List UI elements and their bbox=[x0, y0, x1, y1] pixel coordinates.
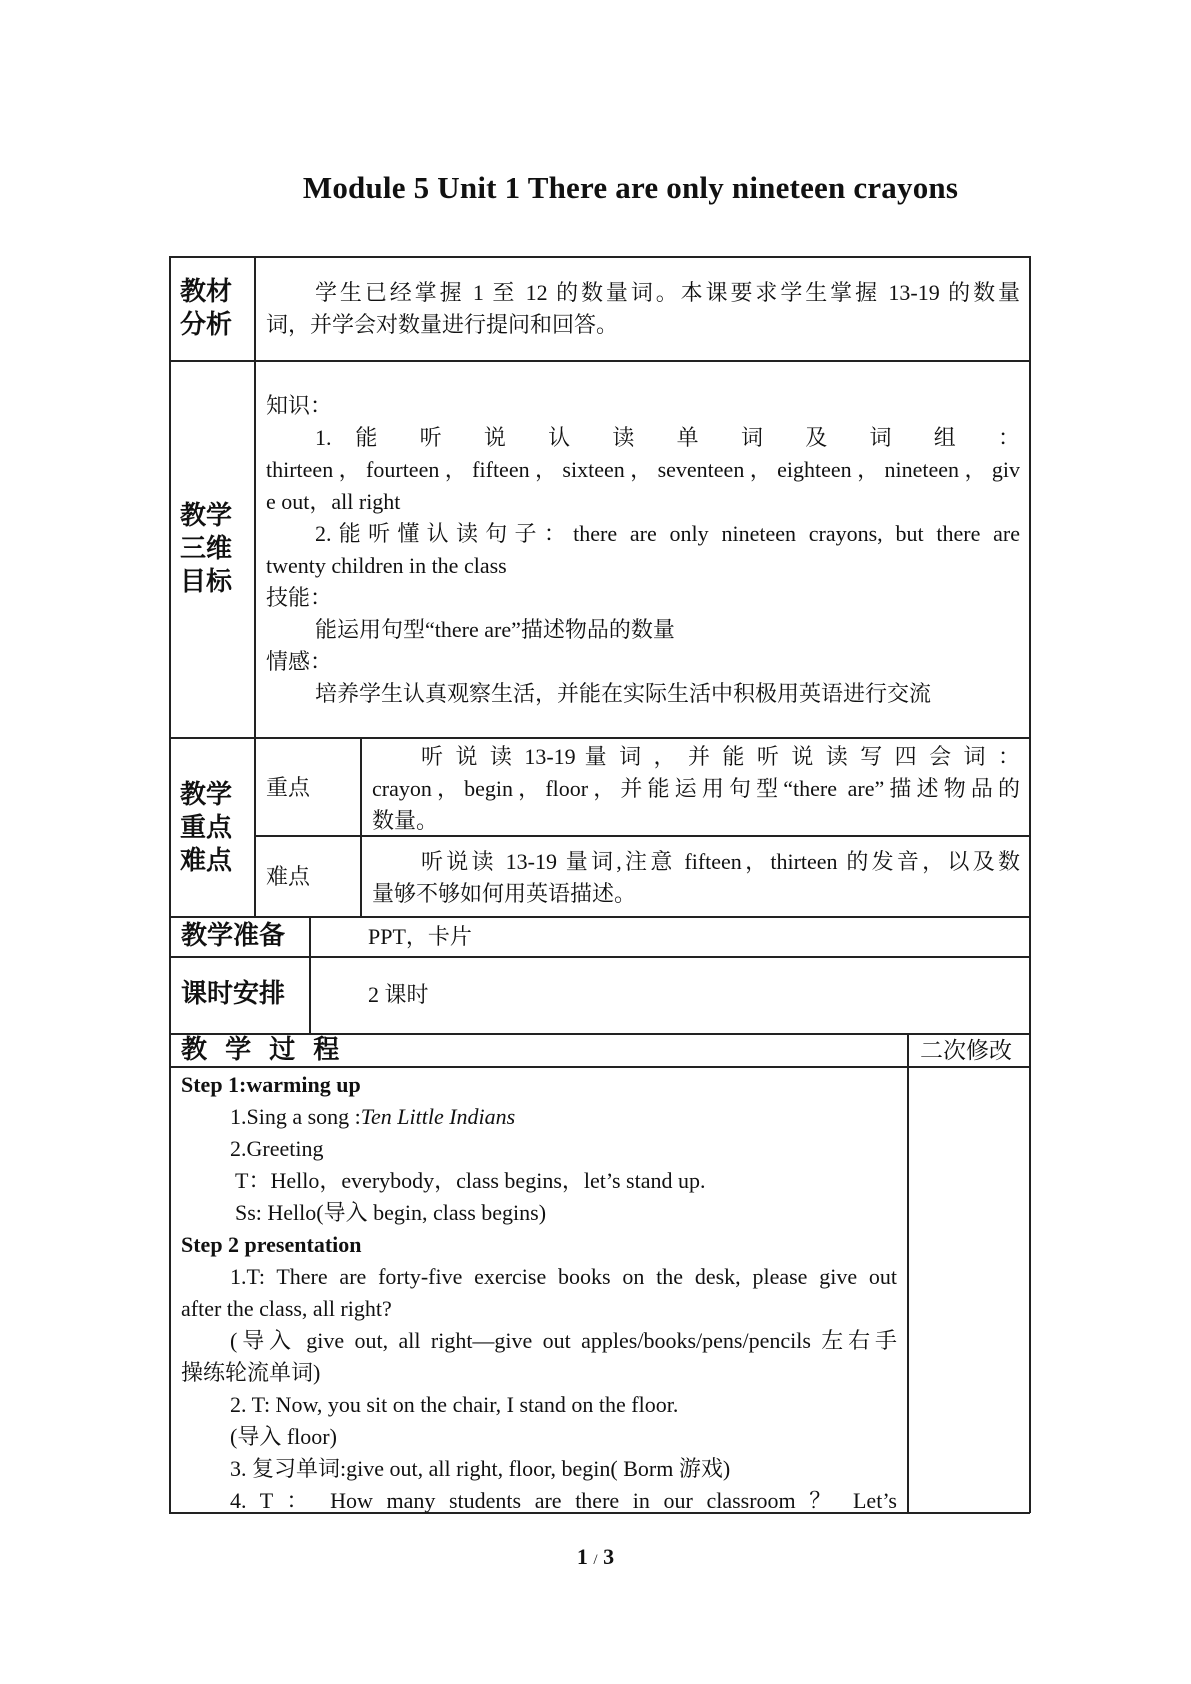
goals-label: 教学 三维 目标 bbox=[180, 501, 233, 597]
schedule-label: 课时安排 bbox=[181, 979, 286, 1009]
column-divider bbox=[360, 737, 362, 916]
analysis-text-line-1: 学生已经掌握 1 至 12 的数量词。本课要求学生掌握 13-19 的数量 bbox=[315, 280, 1020, 305]
skill-heading: 技能： bbox=[266, 585, 333, 610]
knowledge-item-2-line-1: 2.能听懂认读句子：there are only nineteen crayons, but there are bbox=[315, 521, 1020, 546]
step1-line-1 bbox=[230, 1101, 515, 1133]
table-border-top bbox=[169, 256, 1030, 258]
skill-text: 能运用句型“there are”描述物品的数量 bbox=[315, 617, 675, 642]
schedule-value: 2 课时 bbox=[368, 982, 429, 1007]
step2-line-6: (导入 floor) bbox=[230, 1424, 337, 1449]
knowledge-item-2-line-2: twenty children in the class bbox=[266, 553, 507, 578]
page-current: 1 bbox=[576, 1544, 588, 1569]
step1-line-2: 2.Greeting bbox=[230, 1136, 324, 1161]
analysis-text-line-2: 词，并学会对数量进行提问和回答。 bbox=[266, 312, 619, 337]
row-divider bbox=[169, 737, 1030, 739]
focus-label: 重点 bbox=[266, 775, 311, 800]
process-header: 教 学 过 程 bbox=[181, 1035, 340, 1065]
row-divider bbox=[169, 916, 1030, 918]
step1-title: Step 1:warming up bbox=[181, 1072, 361, 1097]
page-total: 3 bbox=[603, 1544, 615, 1569]
step2-line-4: 操练轮流单词) bbox=[181, 1360, 321, 1385]
knowledge-item-1-line-1: 1. 能 听 说 认 读 单 词 及 词 组 ： bbox=[315, 425, 1020, 450]
focus-text-line-2: crayon，begin，floor，并能运用句型“there are”描述物品的 bbox=[372, 776, 1020, 801]
step2-line-7: 3. 复习单词:give out, all right, floor, begin( Borm 游戏) bbox=[230, 1456, 731, 1481]
step2-line-2: after the class, all right? bbox=[181, 1296, 392, 1321]
document-title: Module 5 Unit 1 There are only nineteen crayons bbox=[302, 170, 959, 205]
difficulty-label: 难点 bbox=[266, 864, 311, 889]
step1-line-4: Ss: Hello(导入 begin, class begins) bbox=[235, 1200, 547, 1225]
step2-line-5: 2. T: Now, you sit on the chair, I stand on the floor. bbox=[230, 1392, 679, 1417]
knowledge-item-1-line-3: e out，all right bbox=[266, 489, 401, 514]
step2-line-8: 4. T ： How many students are there in our classroom ？ Let’s bbox=[230, 1488, 897, 1513]
step1-line-3: T：Hello，everybody，class begins，let’s stand up. bbox=[235, 1168, 706, 1193]
column-divider bbox=[907, 1033, 909, 1512]
song-title: Ten Little Indians bbox=[360, 1104, 516, 1129]
row-divider bbox=[169, 360, 1030, 362]
knowledge-heading: 知识： bbox=[266, 393, 333, 418]
row-divider bbox=[169, 956, 1030, 958]
knowledge-item-1-line-2: thirteen，fourteen，fifteen，sixteen，seventeen，eighteen，nineteen，giv bbox=[266, 457, 1020, 482]
column-divider bbox=[254, 256, 256, 916]
revision-header: 二次修改 bbox=[920, 1038, 1012, 1063]
key-points-label: 教学 重点 难点 bbox=[180, 780, 233, 876]
page-separator: / bbox=[593, 1552, 598, 1568]
focus-text-line-1: 听 说 读 13-19 量 词 ， 并 能 听 说 读 写 四 会 词 ： bbox=[421, 744, 1020, 769]
page-number bbox=[0, 1544, 1191, 1570]
difficulty-text-line-1: 听说读 13-19 量词,注意 fifteen，thirteen 的发音，以及数 bbox=[421, 849, 1020, 874]
preparation-label: 教学准备 bbox=[181, 921, 286, 951]
table-border-right bbox=[1029, 256, 1031, 1513]
step2-line-3: (导入 give out, all right—give out apples/books/pens/pencils 左右手 bbox=[230, 1328, 897, 1353]
step2-title: Step 2 presentation bbox=[181, 1232, 362, 1257]
song-intro: 1.Sing a song : bbox=[230, 1104, 361, 1129]
emotion-text: 培养学生认真观察生活，并能在实际生活中积极用英语进行交流 bbox=[315, 681, 932, 706]
preparation-value: PPT，卡片 bbox=[368, 924, 472, 949]
column-divider bbox=[309, 916, 311, 1033]
emotion-heading: 情感： bbox=[266, 649, 333, 674]
focus-text-line-3: 数量。 bbox=[372, 808, 439, 833]
row-divider bbox=[254, 835, 1030, 837]
analysis-label: 教材 分析 bbox=[180, 277, 233, 340]
table-border-left bbox=[169, 256, 171, 1513]
difficulty-text-line-2: 量够不够如何用英语描述。 bbox=[372, 881, 637, 906]
step2-line-1: 1.T: There are forty-five exercise books on the desk, please give out bbox=[230, 1264, 897, 1289]
